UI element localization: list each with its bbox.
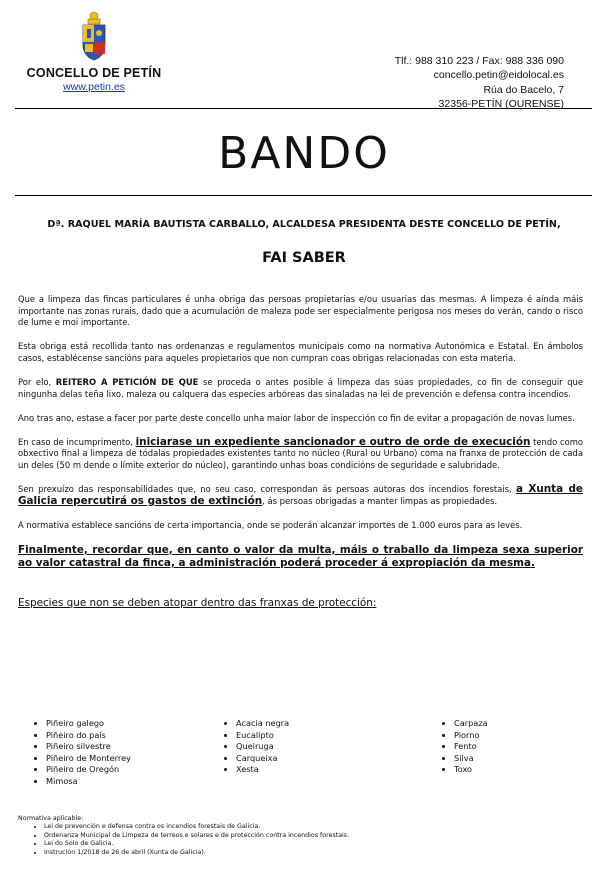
header-org-block [14, 10, 174, 93]
list-item: • Instrución 1/2018 de 26 de abril (Xunta de Galicia). [44, 849, 349, 857]
document-body [18, 294, 583, 609]
sanction-emphasis: iniciarase un expediente sancionador e outro de orde de execución [135, 435, 531, 448]
list-item: • Eucalipto [236, 730, 289, 742]
list-item: • Mimosa [46, 776, 131, 788]
postal-address: 32356-PETÍN (OURENSE) [438, 98, 564, 111]
header-contact-block [395, 54, 564, 112]
normativa-title: Normativa aplicable: [18, 815, 84, 822]
paragraph-2: Esta obriga está recollida tanto nas ordenanzas e regulamentos municipais como na normativa Autonómica e Estatal. En ámbolos casos, establécense sancións para aqueles propietarios que non cumpran coas obrigas relacionadas con esta materia. [18, 341, 583, 363]
phone-fax: Tlf.: 988 310 223 / Fax: 988 336 090 [394, 55, 564, 67]
list-item: • Piorno [454, 730, 488, 742]
species-heading: Especies que non se deben atopar dentro das franxas de protección: [18, 596, 377, 609]
website-link[interactable]: www.petin.es [63, 81, 125, 93]
list-item: • Piñeiro de Monterrey [46, 753, 131, 765]
list-item: • Fento [454, 741, 488, 753]
org-name: CONCELLO DE PETÍN [26, 66, 162, 80]
reitero-emphasis: REITERO A PETICIÓN DE QUE [55, 376, 199, 387]
paragraph-1: Que a limpeza das fincas particulares é unha obriga das persoas propietarias e/ou usuarias das mesmas. A limpeza é aínda máis importante nas zonas rurais, dado que a acumulación de maleza pode ser especialmente perigosa nos meses do verán, cando o risco de lume e moi importante. [18, 294, 583, 328]
species-column-2 [220, 718, 289, 776]
title-divider [15, 195, 592, 196]
list-item: • Piñeiro silvestre [46, 741, 131, 753]
list-item: • Carpaza [454, 718, 488, 730]
header-divider [15, 108, 592, 109]
paragraph-7: A normativa establece sancións de certa importancia, onde se poderán alcanzar importes de 1.000 euros para as leves. [18, 519, 523, 530]
list-item: • Acacia negra [236, 718, 289, 730]
xunta-emphasis: a Xunta de Galicia repercutirá os gastos de extinción [18, 483, 583, 507]
list-item: • Piñeiro de Oregón [46, 764, 131, 776]
email: concello.petin@eidolocal.es [433, 69, 564, 82]
normativa-block [18, 815, 349, 857]
paragraph-4: Ano tras ano, estase a facer por parte deste concello unha maior labor de inspección co fin de evitar a propagación de novas lumes. [18, 412, 575, 423]
fai-saber-heading: FAI SABER [262, 250, 346, 266]
list-item: • Lei de prevención e defensa contra os incendios forestais de Galicia. [44, 823, 349, 831]
street-address: Rúa do Bacelo, 7 [483, 83, 564, 96]
list-item: • Piñeiro do país [46, 730, 131, 742]
list-item: • Toxo [454, 764, 488, 776]
paragraph-5: En caso de incumprimento, iniciarase un expediente sancionador e outro de orde de execución tendo como obxectivo final a limpeza de tódalas propiedades existentes tanto no núcleo (Rural ou Urbano) coma na franxa de protección de cada un deles (50 m dende o límite exterior do núcleo), garantindo unhas boas condicións de seguridade e salubridade. [18, 435, 583, 470]
species-column-3 [438, 718, 488, 776]
list-item: • Xesta [236, 764, 289, 776]
mayor-line: Dª. RAQUEL MARÍA BAUTISTA CARBALLO, ALCALDESA PRESIDENTA DESTE CONCELLO DE PETÍN, [47, 219, 561, 230]
paragraph-6: Sen prexuízo das responsabilidades que, no seu caso, correspondan ás persoas autoras dos incendios forestais, a Xunta de Galicia repercutirá os gastos de extinción, ás persoas obrigadas a manter limpas as propiedades. [18, 483, 583, 507]
species-column-1 [30, 718, 131, 788]
document-title: BANDO [218, 128, 390, 179]
list-item: • Carqueixa [236, 753, 289, 765]
coat-of-arms-icon [79, 10, 109, 62]
paragraph-3: Por elo, REITERO A PETICIÓN DE QUE se proceda o antes posible á limpeza das súas propiedades, co fin de conseguir que ningunha delas teña lixo, maleza ou calquera das especies arbóreas das sinaladas na lei de prevención e defensa contra incendios. [18, 376, 583, 399]
list-item: • Silva [454, 753, 488, 765]
list-item: • Piñeiro galego [46, 718, 131, 730]
list-item: • Queiruga [236, 741, 289, 753]
list-item: • Ordenanza Municipal de Limpeza de terreos e solares e de protección contra incendios forestais. [44, 832, 349, 840]
final-statement: Finalmente, recordar que, en canto o valor da multa, máis o traballo da limpeza sexa superior ao valor catastral da finca, a administración poderá proceder á expropiación da mesma. [18, 543, 583, 569]
list-item: • Lei do Solo de Galicia. [44, 840, 349, 848]
normativa-list [18, 823, 349, 857]
